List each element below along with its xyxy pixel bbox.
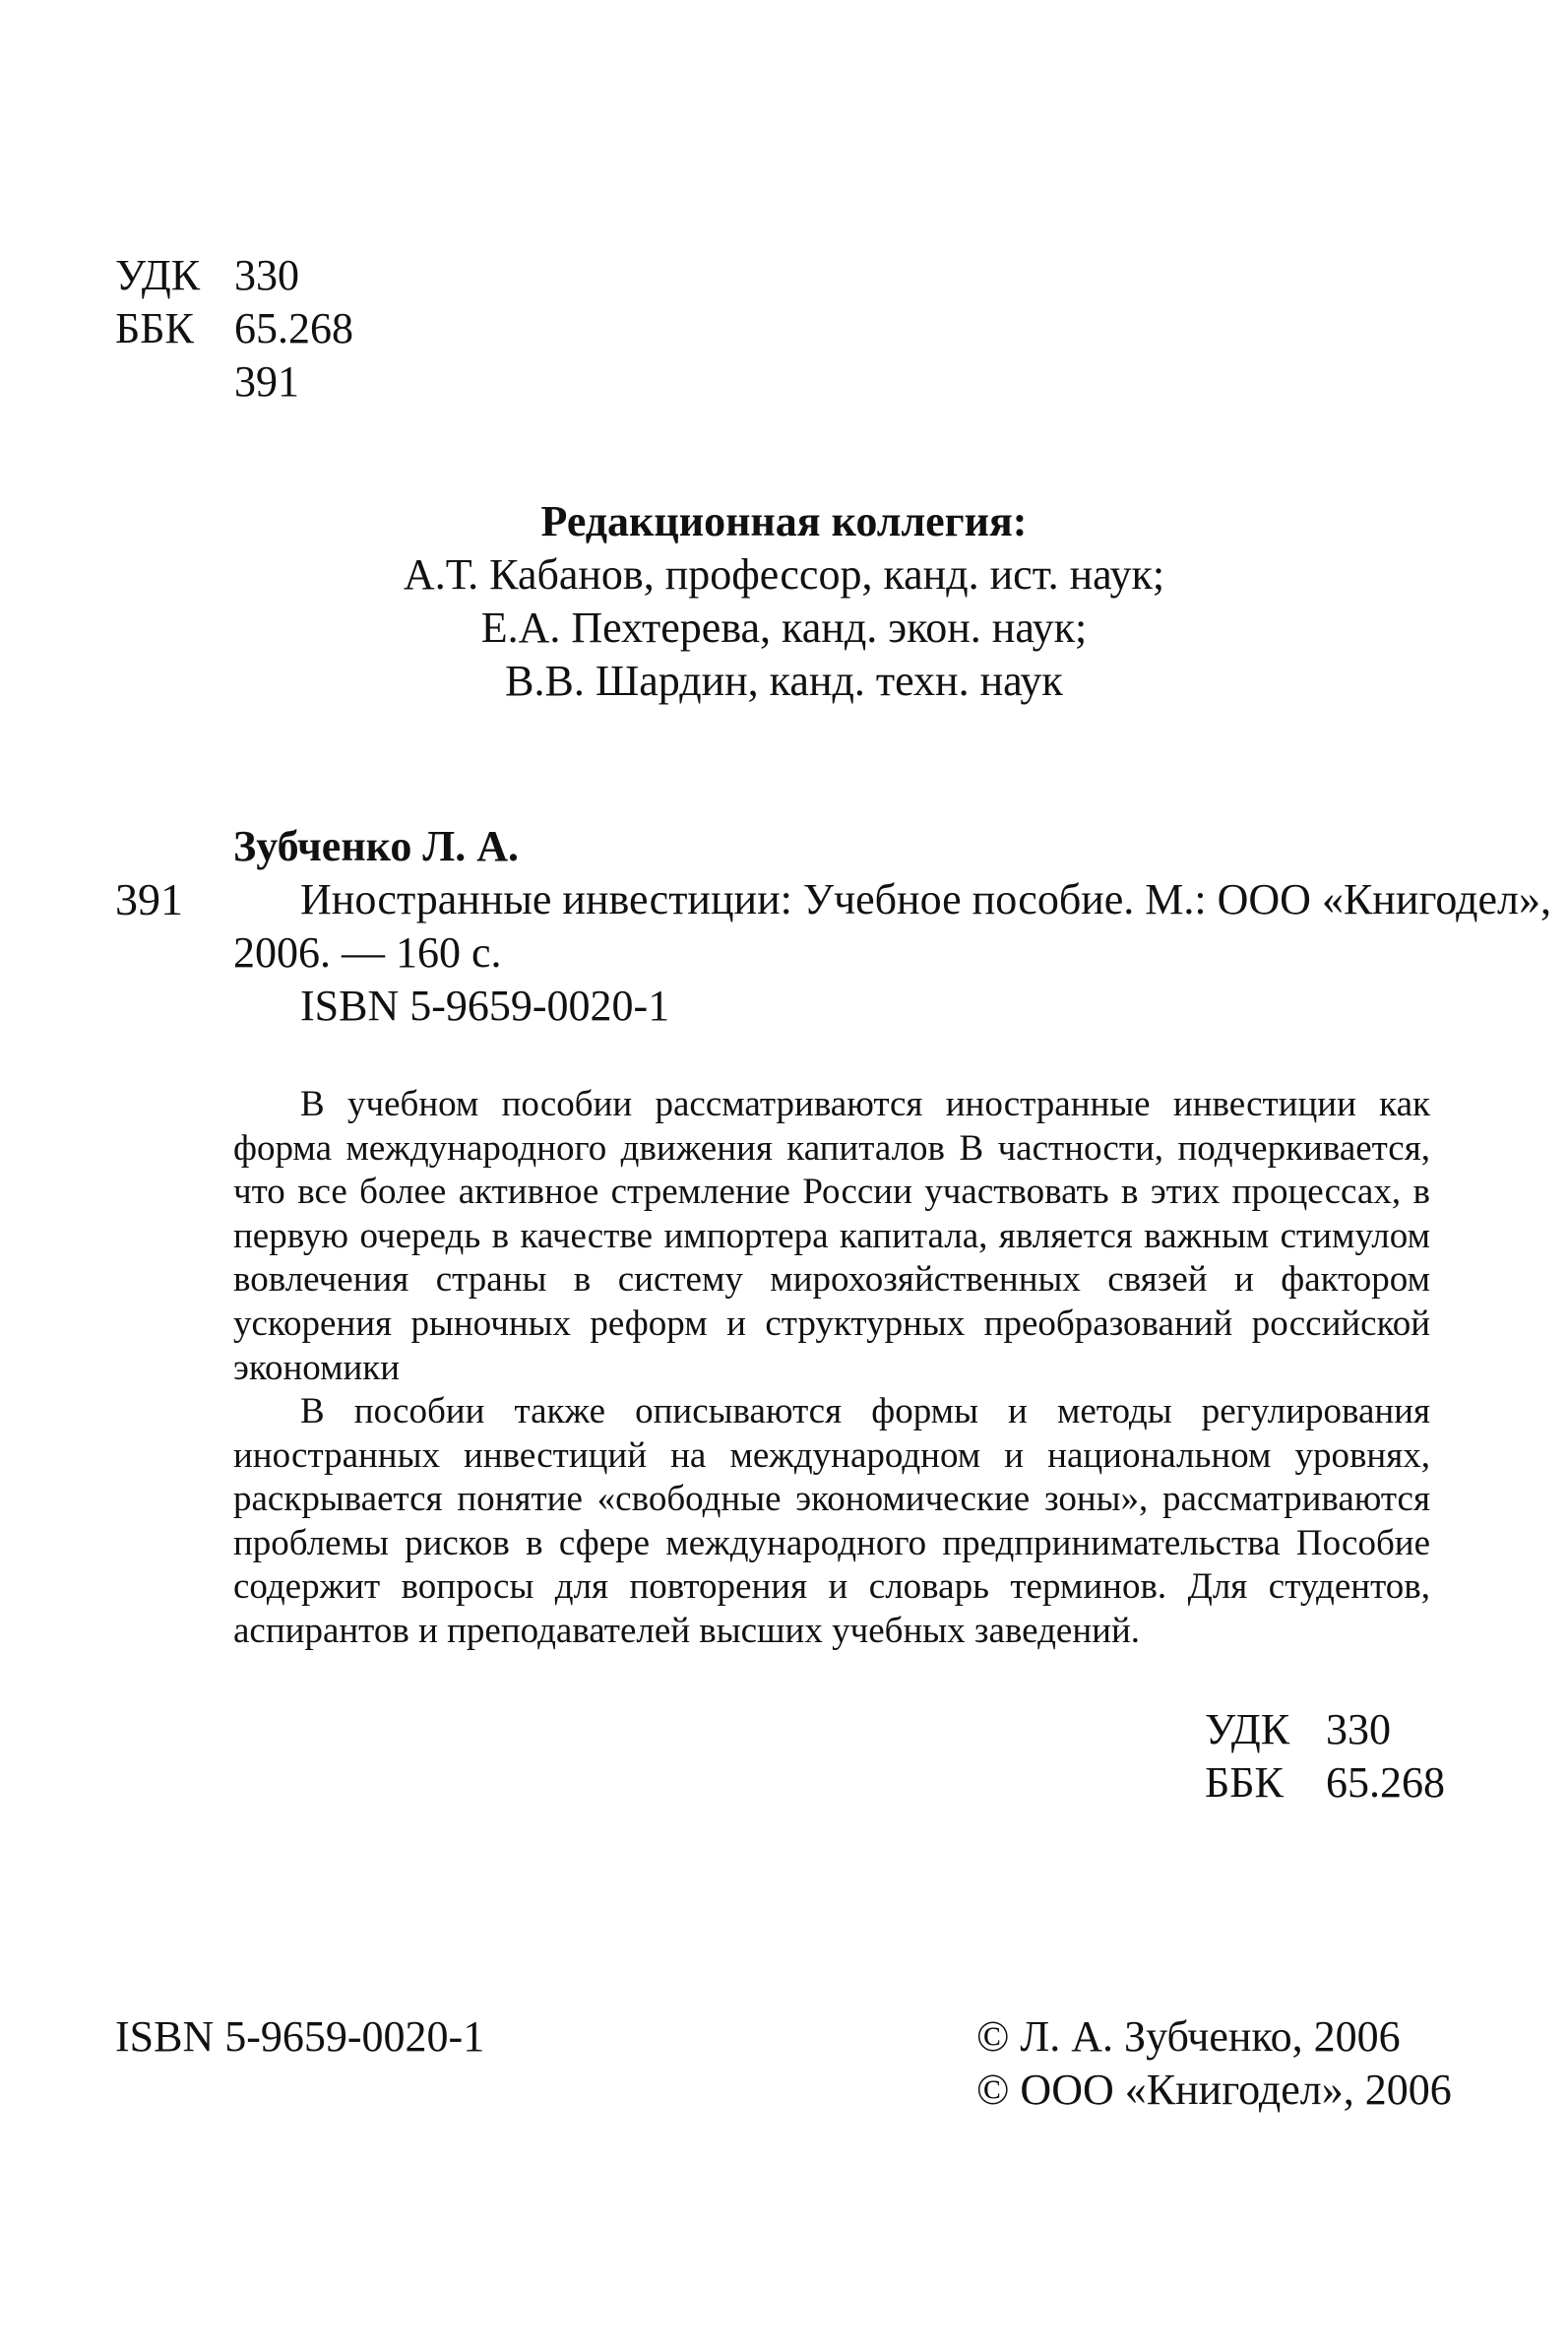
- editorial-board-member: А.Т. Кабанов, профессор, канд. ист. наук;: [403, 550, 1165, 599]
- annotation-paragraph-text: В учебном пособии рассматриваются иностранные инвестиции как форма международного движения капиталов В частности, подчеркивается, что все более активное стремление России участвовать в этих процессах, в первую очередь в качестве импортера капитала, является важным стимулом вовлечения страны в систему мирохозяйственных связей и фактором ускорения рыночных реформ и структурных преобразований российской экономики: [233, 1084, 1430, 1388]
- bbk-label: ББК: [115, 304, 194, 352]
- copyright-publisher: © ООО «Книгодел», 2006: [976, 2066, 1452, 2114]
- copyright-author: © Л. А. Зубченко, 2006: [976, 2012, 1401, 2061]
- author-sign: 391: [115, 874, 183, 924]
- editorial-board-member: Е.А. Пехтерева, канд. экон. наук;: [480, 604, 1088, 652]
- footer-isbn: ISBN 5-9659-0020-1: [115, 2012, 485, 2061]
- author-sign-top: 391: [234, 357, 299, 406]
- annotation-paragraph: [233, 1083, 1430, 1390]
- editorial-board-member: В.В. Шардин, канд. техн. наук: [505, 657, 1063, 705]
- bibliographic-title-line: Иностранные инвестиции: Учебное пособие. М.: ООО «Книгодел»,: [300, 875, 1551, 923]
- udk-value: 330: [234, 251, 299, 299]
- bibliographic-year-pages: 2006. — 160 с.: [233, 928, 502, 977]
- bbk-value: 65.268: [234, 304, 353, 352]
- editorial-board-title: Редакционная коллегия:: [540, 497, 1028, 545]
- author-name: Зубченко Л. А.: [233, 822, 519, 870]
- udk-label: УДК: [115, 251, 201, 299]
- annotation-paragraph-text: В пособии также описываются формы и методы регулирования иностранных инвестиций на международном и национальном уровнях, раскрывается понятие «свободные экономические зоны», рассматриваются проблемы рисков в сфере международного предпринимательства Пособие содержит вопросы для повторения и словарь терминов. Для студентов, аспирантов и преподавателей высших учебных заведений.: [233, 1391, 1430, 1651]
- bbk-label-bottom: ББК: [1205, 1758, 1284, 1807]
- bbk-value-bottom: 65.268: [1326, 1758, 1445, 1807]
- annotation-paragraph: [233, 1390, 1430, 1654]
- udk-value-bottom: 330: [1326, 1705, 1391, 1753]
- bibliographic-isbn: ISBN 5-9659-0020-1: [300, 982, 670, 1030]
- udk-label-bottom: УДК: [1205, 1705, 1290, 1753]
